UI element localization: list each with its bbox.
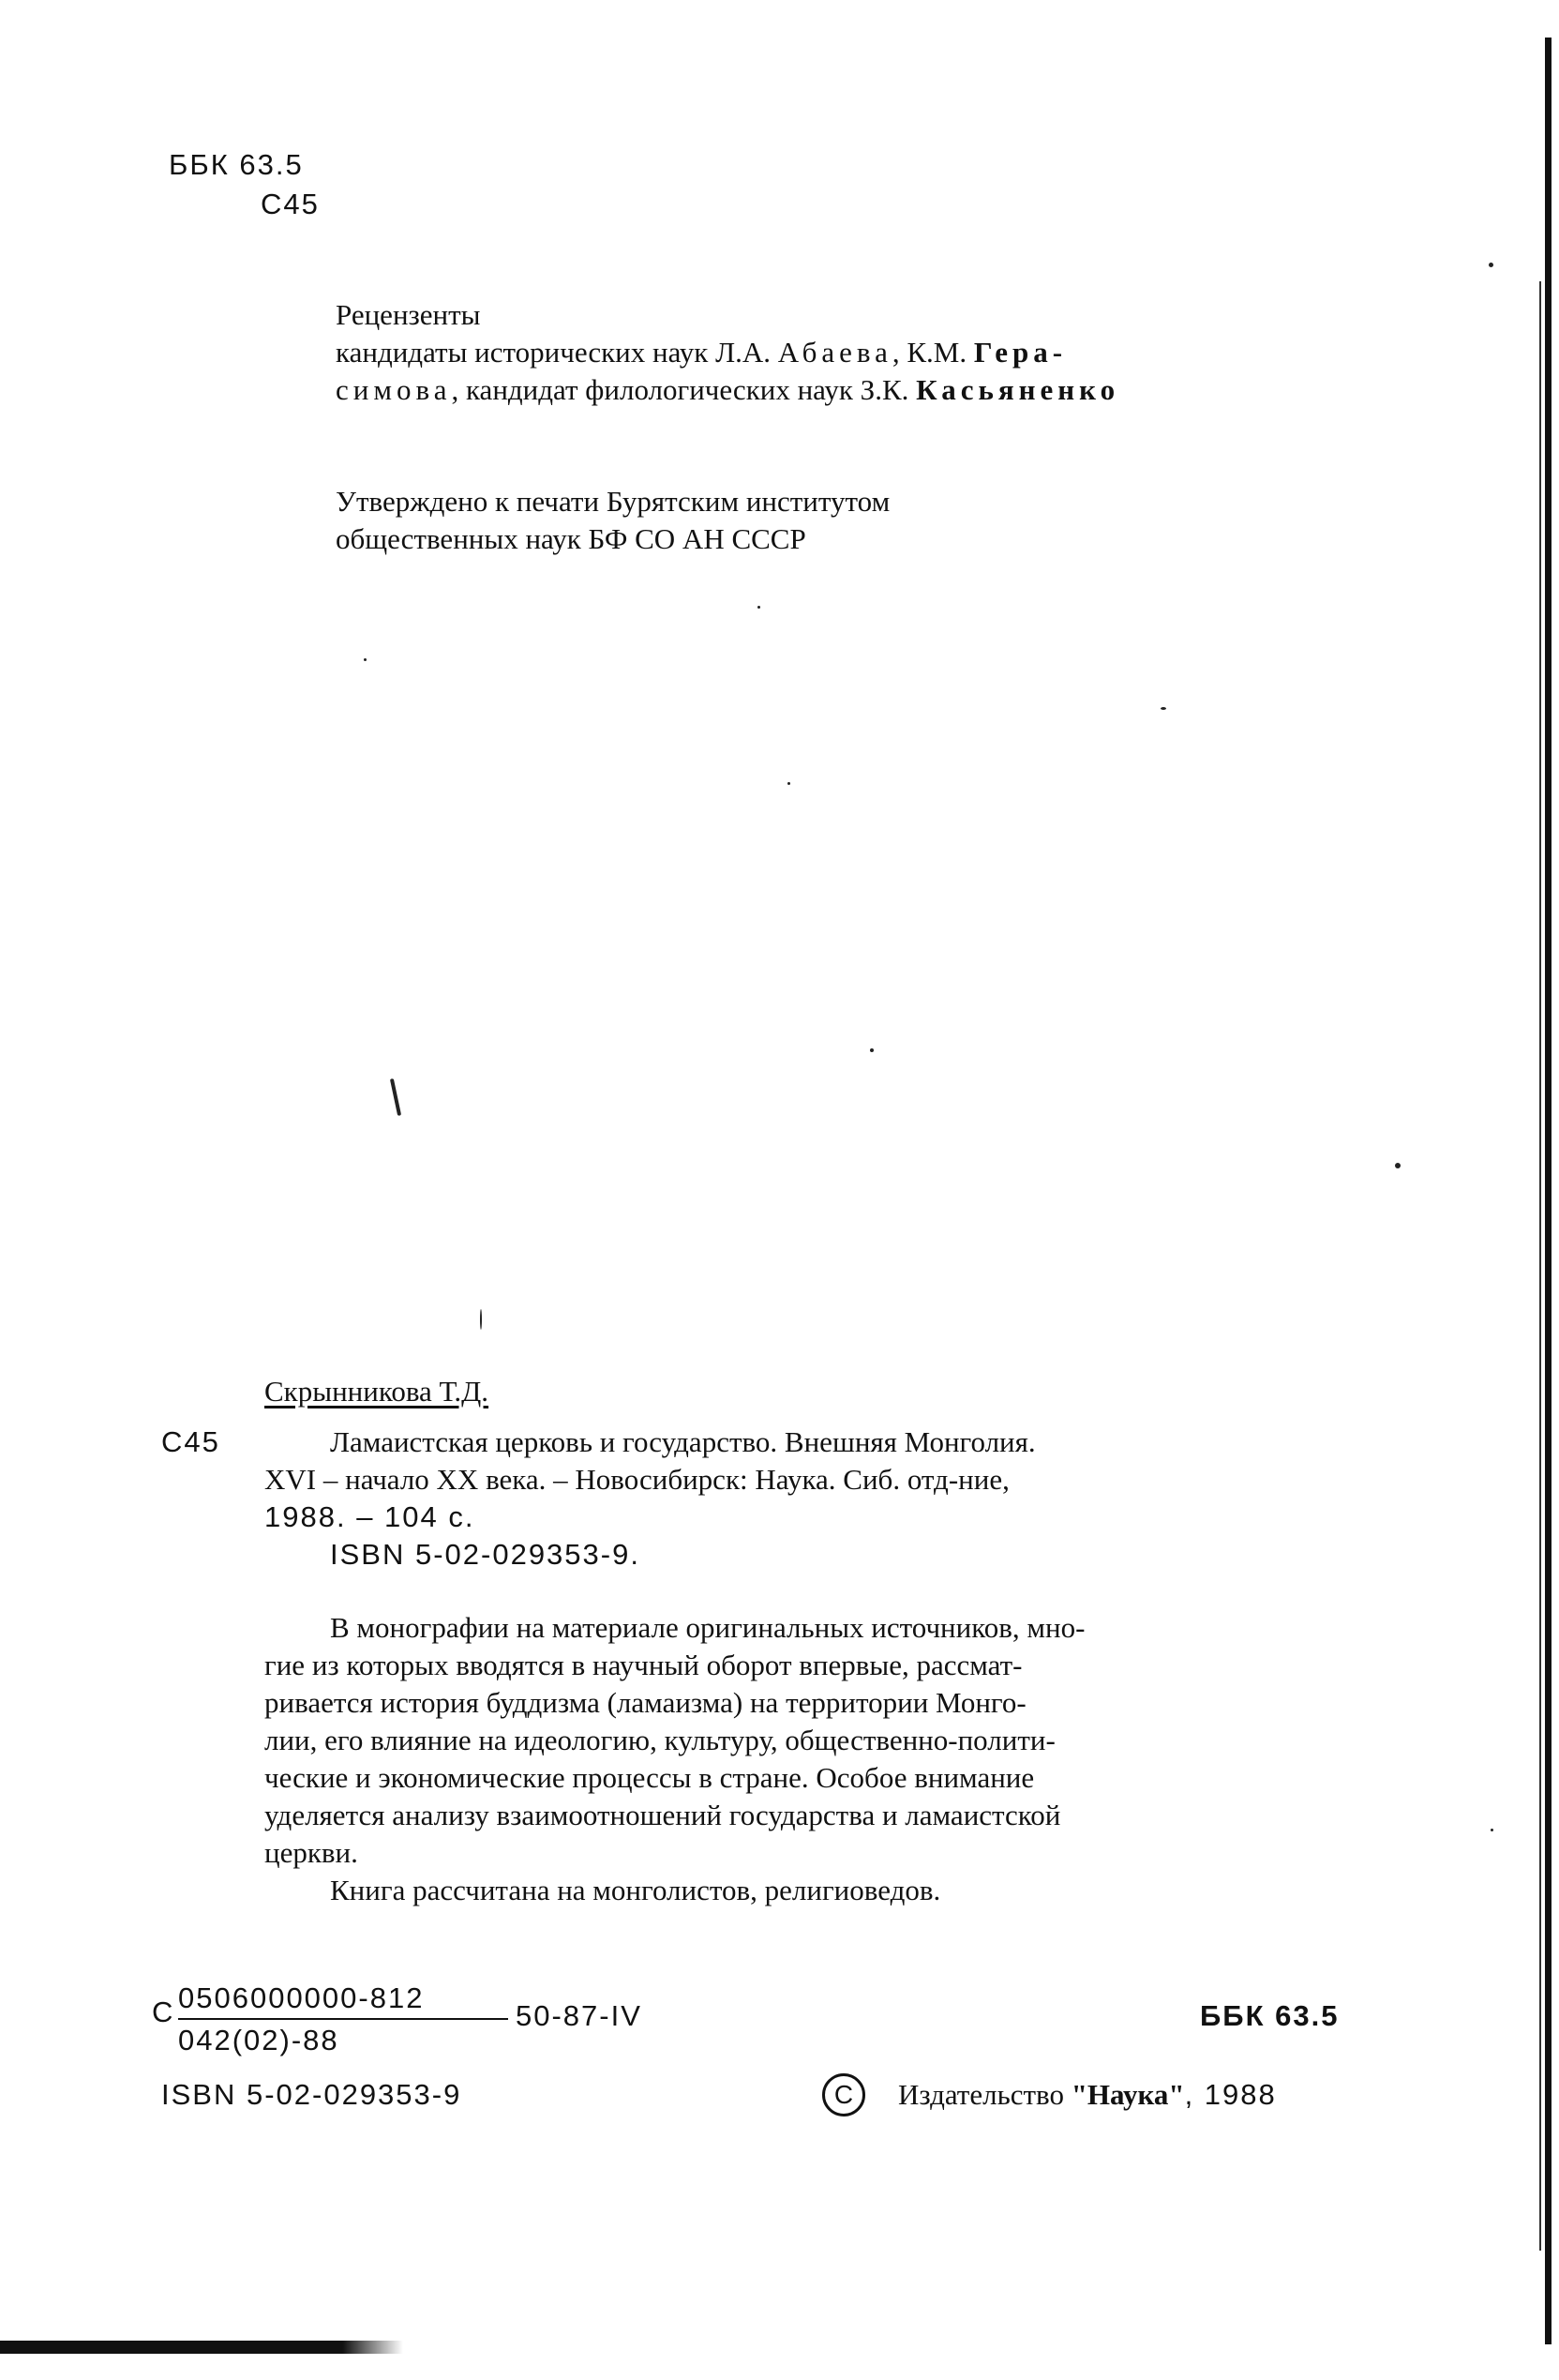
bibliography-mark: С45 [161,1425,220,1458]
copyright-icon [822,2073,865,2116]
publisher-year: , 1988 [1184,2078,1277,2111]
abstract-line-6: уделяется анализу взаимоотношений государства и ламаистской [264,1799,1061,1831]
reviewers-heading: Рецензенты [336,298,481,331]
fraction-denominator: 042(02)-88 [178,2024,339,2056]
reviewer-name-gerasimova-start: Гера- [973,336,1068,369]
reviewers-line-1 [336,334,1067,371]
scan-speck [787,782,790,785]
scan-speck [870,1048,874,1052]
scan-speck [390,1078,401,1116]
bbk-code: ББК 63.5 [169,148,304,181]
bibliography-title-line-3: 1988. – 104 с. [264,1500,475,1533]
footer-isbn: ISBN 5-02-029353-9 [161,2078,462,2111]
author-mark-top: С45 [261,188,320,220]
bibliography-title-line-2: XVI – начало XX века. – Новосибирск: Наука. Сиб. отд-ние, [264,1463,1010,1496]
footer-publisher [898,2076,1277,2114]
abstract-line-1: В монографии на материале оригинальных источников, мно- [330,1611,1086,1644]
abstract-line-7: церкви. [264,1836,358,1869]
abstract-line-5: ческие и экономические процессы в стране. Особое внимание [264,1761,1035,1794]
abstract-line-2: гие из которых вводятся в научный оборот впервые, рассмат- [264,1649,1023,1681]
reviewers-line-2 [336,371,1119,409]
bibliography-isbn: ISBN 5-02-029353-9. [330,1538,640,1571]
reviewers-line-2-mid: , кандидат филологических наук З.К. [451,373,917,406]
scan-edge-bottom [0,2341,403,2354]
reviewer-name-abaeva: Абаева [777,336,892,369]
reviewers-line-1-mid: , К.М. [892,336,974,369]
scan-speck [364,658,367,661]
fraction-numerator: 0506000000-812 [178,1981,425,2014]
approval-line-2: общественных наук БФ СО АН СССР [336,522,806,555]
reviewer-name-gerasimova-end: симова [336,373,452,406]
abstract-line-3: ривается история буддизма (ламаизма) на территории Монго- [264,1686,1027,1719]
fraction-prefix: С [152,1996,175,2028]
reviewers-line-1-prefix: кандидаты исторических наук Л.А. [336,336,778,369]
footer-bbk: ББК 63.5 [1200,1999,1340,2032]
fraction-bar [178,2018,508,2020]
scan-edge-right-thin [1539,281,1541,2251]
publisher-name: "Наука" [1071,2078,1185,2111]
reviewer-name-kasyanenko: Касьяненко [916,373,1120,406]
scan-speck [480,1309,482,1330]
scan-speck [1491,1829,1493,1831]
bibliography-author: Скрынникова Т.Д. [264,1375,489,1408]
abstract-audience: Книга рассчитана на монголистов, религиоведов. [330,1874,941,1906]
scan-speck [1161,707,1166,710]
abstract-line-4: лии, его влияние на идеологию, культуру, общественно-полити- [264,1724,1056,1756]
scan-speck [757,606,760,609]
publisher-label: Издательство [898,2078,1072,2111]
approval-line-1: Утверждено к печати Бурятским институтом [336,485,891,518]
scan-edge-right [1545,38,1552,2344]
copyright-letter: С [833,2080,854,2109]
scan-speck [1395,1163,1401,1168]
bibliography-title-line-1: Ламаистская церковь и государство. Внешняя Монголия. [330,1425,1036,1458]
fraction-suffix: 50-87-IV [516,1999,642,2032]
scan-speck [1489,263,1493,267]
